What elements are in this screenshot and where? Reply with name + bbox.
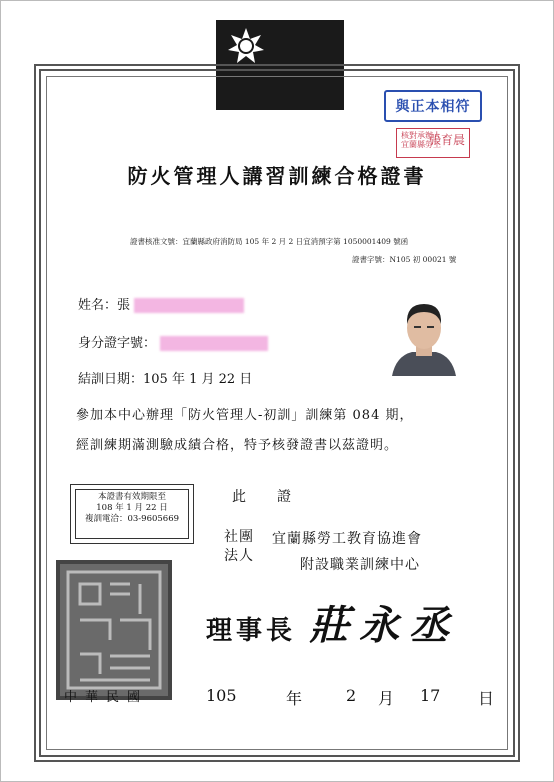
portrait-photo: [388, 290, 460, 376]
chairman-signature-block: [206, 594, 459, 651]
official-seal: [56, 560, 172, 700]
redacted-id: [160, 336, 268, 351]
this-cert: 此 證: [232, 489, 292, 505]
certificate-title: 防火管理人講習訓練合格證書: [127, 164, 427, 188]
date-month-unit: 月: [378, 689, 395, 708]
certificate-number: 證書字號：N105 初 00021 號: [352, 255, 457, 264]
checker-stamp-line2: 宜蘭縣勞工: [401, 140, 441, 149]
body-line-1: 參加本中心辦理「防火管理人-初訓」訓練第 084 期，: [76, 408, 414, 423]
id-field: [78, 332, 268, 351]
validity-line1: 本證書有效期限至: [97, 492, 166, 502]
validity-line3: 複訓電洽：03-9605669: [84, 514, 180, 524]
org-sub: 附設職業訓練中心: [300, 557, 420, 573]
verified-stamp: 與正本相符: [384, 90, 482, 122]
approval-reference: 證書核准文號：宜蘭縣政府消防局 105 年 2 月 2 日宜消預字第 1050001409 號函: [130, 237, 409, 246]
validity-line2: 108 年 1 月 22 日: [96, 503, 168, 513]
name-field: [78, 294, 244, 313]
checker-stamp-line1: 核對承辦人: [401, 131, 441, 140]
name-label: 姓名：張: [78, 298, 131, 313]
date-year-unit: 年: [286, 689, 303, 708]
roc-label: 中華民國: [64, 690, 149, 705]
checker-stamp: [396, 128, 470, 158]
id-label: 身分證字號：: [78, 336, 157, 351]
chairman-signature: 莊永丞: [309, 602, 460, 649]
checker-stamp-name: 張育晨: [428, 133, 465, 147]
redacted-name: [134, 298, 244, 313]
date-year: 105: [206, 686, 237, 705]
body-line-2: 經訓練期滿測驗成績合格，特予核發證書以茲證明。: [76, 438, 399, 453]
chairman-title: 理事長: [206, 616, 297, 646]
org-type: 社團 法人: [224, 529, 254, 564]
org-name: 宜蘭縣勞工教育協進會: [272, 531, 422, 547]
completion-date: 結訓日期：105 年 1 月 22 日: [78, 372, 253, 387]
date-day-unit: 日: [478, 689, 495, 708]
date-month: 2: [346, 686, 357, 705]
date-day: 17: [420, 686, 441, 705]
validity-box: [70, 484, 194, 544]
